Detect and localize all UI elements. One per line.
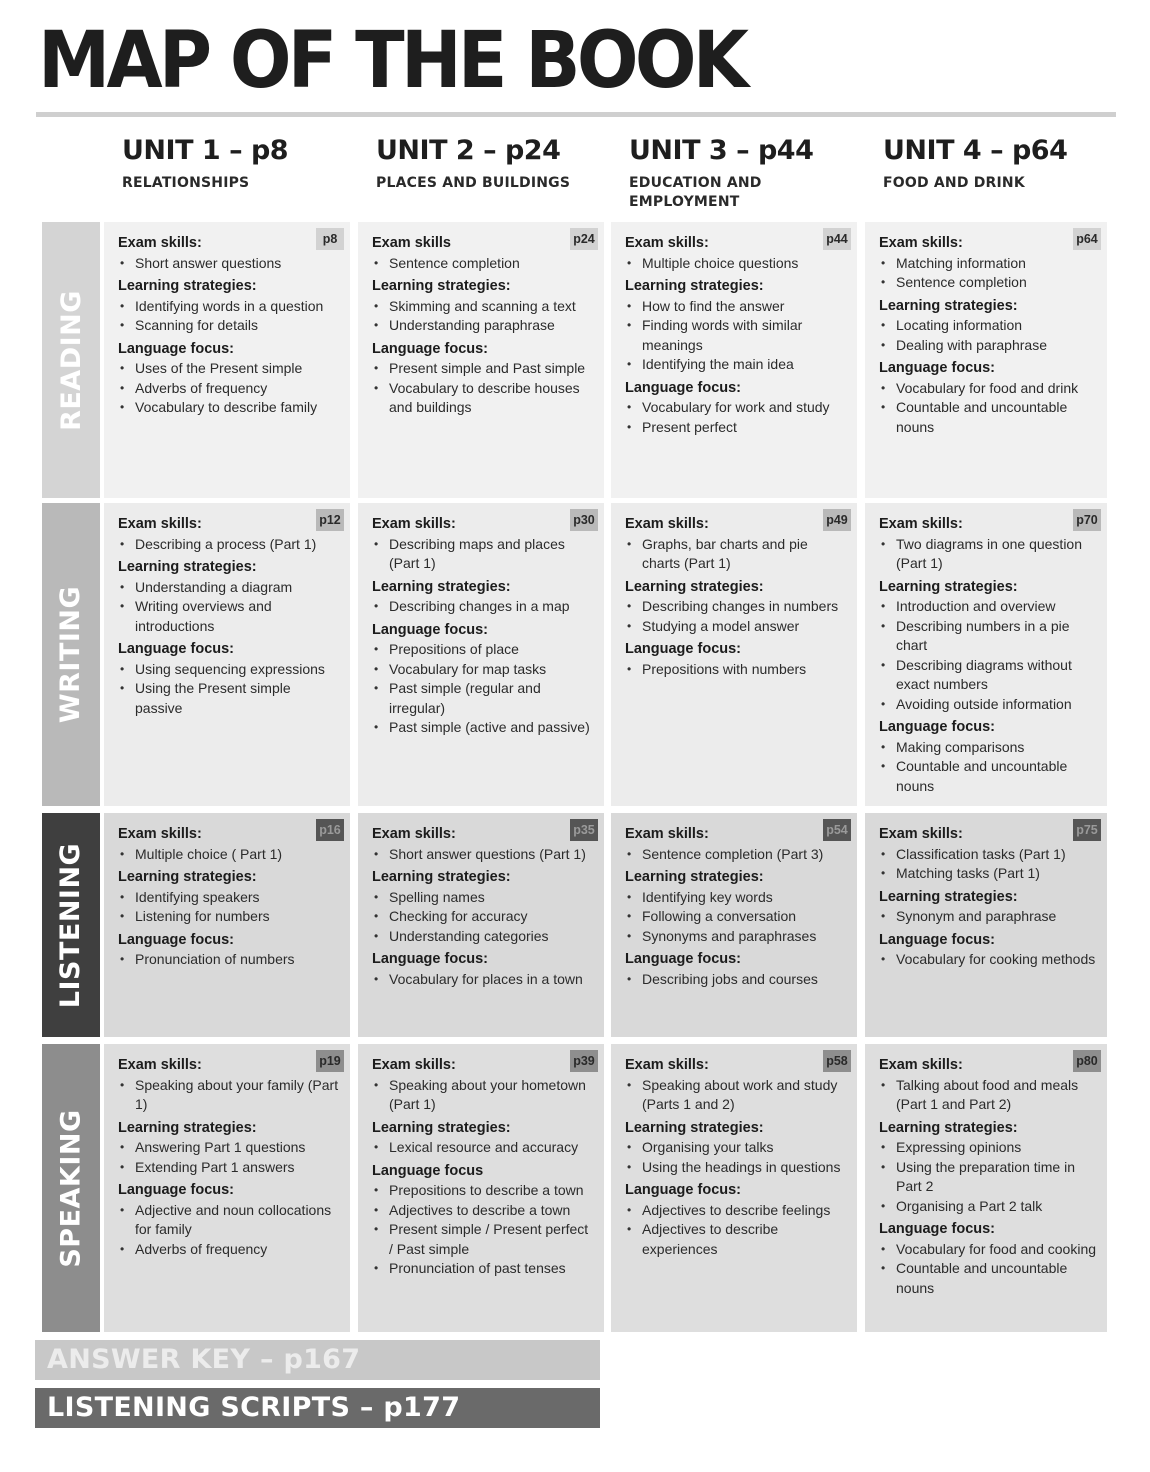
list-item: • Prepositions of place [372,640,594,660]
section-heading: Language focus: [118,931,235,948]
section-heading: Exam skills: [372,1057,456,1073]
list-item: • Identifying key words [625,888,847,908]
list-item: • Past simple (regular and irregular) [372,679,594,718]
section-list [118,359,340,418]
list-item: • Identifying the main idea [625,355,847,375]
list-item: • Countable and uncountable nouns [879,398,1097,437]
section-list [879,597,1097,714]
list-item: • Using the Present simple passive [118,679,340,718]
section-list [372,597,594,617]
section-heading: Language focus: [625,641,742,657]
list-item: • Dealing with paraphrase [879,336,1097,356]
section-heading: Language focus: [879,1221,996,1237]
list-item: • Introduction and overview [879,597,1097,617]
list-item: • Speaking about work and study (Parts 1 and 2) [625,1076,847,1115]
section-heading: Learning strategies: [372,1119,511,1136]
list-item: • Short answer questions [118,254,340,274]
list-item: • Describing diagrams without exact numbers [879,656,1097,695]
page-badge[interactable]: p30 [570,509,598,531]
page-badge[interactable]: p75 [1073,819,1101,841]
list-item: • Lexical resource and accuracy [372,1138,594,1158]
page-badge[interactable]: p64 [1073,228,1101,250]
section-heading: Exam skills: [879,826,963,842]
page-badge[interactable]: p54 [823,819,851,841]
section-list [879,316,1097,355]
section-heading: Learning strategies: [118,559,257,575]
section-list [372,535,594,574]
section-list [879,1138,1097,1216]
section-heading: Learning strategies: [879,1119,1018,1136]
section-list [118,297,340,336]
section-heading: Language focus: [372,951,489,967]
list-item: • Describing changes in a map [372,597,594,617]
list-item: • Present simple and Past simple [372,359,594,379]
section-heading: Learning strategies: [118,1119,257,1136]
section-list [625,1201,847,1260]
unit-cell [611,503,857,806]
list-item: • Talking about food and meals (Part 1 and Part 2) [879,1076,1097,1115]
list-item: • Prepositions with numbers [625,660,847,680]
unit-cell [865,503,1107,806]
section-list [625,597,847,636]
title-divider [36,112,1116,117]
section-heading: Language focus: [118,340,235,357]
unit-header-2 [376,136,626,193]
list-item: • Matching information [879,254,1097,274]
section-list [118,254,340,274]
list-item: • Adjectives to describe experiences [625,1220,847,1259]
list-item: • Describing jobs and courses [625,970,847,990]
skill-row-listening [0,813,1150,1037]
section-heading: Exam skills: [625,1057,709,1073]
section-list [372,254,594,274]
list-item: • Writing overviews and introductions [118,597,340,636]
unit-subtitle: EDUCATION AND EMPLOYMENT [629,174,762,210]
section-heading: Language focus: [625,1182,742,1198]
unit-cell [104,222,350,498]
list-item: • Organising a Part 2 talk [879,1197,1097,1217]
section-list [879,845,1097,884]
section-heading: Language focus: [879,360,996,376]
list-item: • Vocabulary to describe family [118,398,340,418]
list-item: • Pronunciation of numbers [118,950,340,970]
page-badge[interactable]: p80 [1073,1050,1101,1072]
section-heading: Exam skills: [879,1057,963,1073]
page-badge[interactable]: p35 [570,819,598,841]
section-heading: Learning strategies: [118,278,257,294]
list-item: • Studying a model answer [625,617,847,637]
list-item: • Scanning for details [118,316,340,336]
unit-title: UNIT 2 – p24 [376,135,561,166]
section-list [372,1076,594,1115]
unit-header-4 [883,136,1133,193]
list-item: • Finding words with similar meanings [625,316,847,355]
list-item: • Answering Part 1 questions [118,1138,340,1158]
section-list [118,950,340,970]
section-list [372,970,594,990]
list-item: • Describing numbers in a pie chart [879,617,1097,656]
list-item: • Identifying speakers [118,888,340,908]
section-list [879,1076,1097,1115]
section-list [372,297,594,336]
section-heading: Learning strategies: [625,278,764,294]
list-item: • Matching tasks (Part 1) [879,864,1097,884]
section-heading: Learning strategies: [372,278,511,294]
section-heading: Learning strategies: [118,869,257,885]
list-item: • Vocabulary for food and cooking [879,1240,1097,1260]
list-item: • Locating information [879,316,1097,336]
list-item: • Short answer questions (Part 1) [372,845,594,865]
section-list [879,535,1097,574]
list-item: • Pronunciation of past tenses [372,1259,594,1279]
section-list [372,845,594,865]
page-badge[interactable]: p44 [823,228,851,250]
list-item: • Spelling names [372,888,594,908]
section-heading: Language focus [372,1162,484,1179]
list-item: • Vocabulary for cooking methods [879,950,1097,970]
section-heading: Learning strategies: [372,578,511,595]
unit-cell [611,222,857,498]
section-heading: Exam skills: [118,826,202,842]
page-badge[interactable]: p58 [823,1050,851,1072]
section-heading: Exam skills: [625,516,709,532]
list-item: • Adjective and noun collocations for family [118,1201,340,1240]
unit-cell [358,503,604,806]
section-heading: Exam skills: [372,516,456,532]
list-item: • Adverbs of frequency [118,379,340,399]
list-item: • Sentence completion (Part 3) [625,845,847,865]
unit-cell [358,222,604,498]
section-list [879,950,1097,970]
section-list [625,535,847,574]
page-badge[interactable]: p19 [316,1050,344,1072]
list-item: • Sentence completion [372,254,594,274]
section-heading: Exam skills: [879,235,963,251]
row-label [42,1044,100,1332]
section-list [879,254,1097,293]
list-item: • Vocabulary for places in a town [372,970,594,990]
section-list [625,888,847,947]
section-list [625,845,847,865]
section-heading: Exam skills: [118,235,202,251]
list-item: • Following a conversation [625,907,847,927]
list-item: • Expressing opinions [879,1138,1097,1158]
section-list [118,578,340,637]
skill-row-writing [0,503,1150,806]
unit-cell [865,1044,1107,1332]
section-list [625,1076,847,1115]
list-item: • Identifying words in a question [118,297,340,317]
page-badge[interactable]: p49 [823,509,851,531]
section-heading: Exam skills: [625,826,709,842]
section-list [625,660,847,680]
unit-subtitle: RELATIONSHIPS [122,174,250,191]
list-item: • Understanding a diagram [118,578,340,598]
list-item: • Multiple choice ( Part 1) [118,845,340,865]
unit-header-1 [122,136,372,193]
section-list [625,297,847,375]
section-list [118,1076,340,1115]
section-list [118,535,340,555]
section-heading: Language focus: [879,719,996,735]
skill-row-speaking [0,1044,1150,1332]
section-list [879,738,1097,797]
list-item: • Organising your talks [625,1138,847,1158]
unit-title: UNIT 4 – p64 [883,135,1068,166]
page-badge[interactable]: p70 [1073,509,1101,531]
list-item: • Understanding categories [372,927,594,947]
row-label-text: LISTENING [55,842,87,1008]
list-item: • Present perfect [625,418,847,438]
unit-cell [104,813,350,1037]
section-list [118,660,340,719]
list-item: • Adverbs of frequency [118,1240,340,1260]
list-item: • Describing changes in numbers [625,597,847,617]
page-badge[interactable]: p24 [570,228,598,250]
list-item: • Vocabulary for food and drink [879,379,1097,399]
section-list [372,1181,594,1279]
section-heading: Language focus: [118,1182,235,1198]
section-list [625,970,847,990]
list-item: • Past simple (active and passive) [372,718,594,738]
row-label-text: WRITING [55,585,87,724]
section-heading: Language focus: [625,951,742,967]
section-heading: Learning strategies: [879,888,1018,905]
section-heading: Exam skills: [625,235,709,251]
section-list [879,907,1097,927]
section-heading: Language focus: [118,641,235,657]
listening-scripts-link[interactable]: LISTENING SCRIPTS – p177 [35,1388,600,1428]
unit-cell [104,503,350,806]
unit-header-3 [629,136,819,211]
list-item: • Understanding paraphrase [372,316,594,336]
unit-subtitle: FOOD AND DRINK [883,174,1025,191]
list-item: • Using the headings in questions [625,1158,847,1178]
unit-cell [611,813,857,1037]
section-heading: Exam skills: [118,1057,202,1073]
list-item: • Extending Part 1 answers [118,1158,340,1178]
list-item: • Synonym and paraphrase [879,907,1097,927]
row-label [42,503,100,806]
list-item: • Sentence completion [879,273,1097,293]
section-heading: Exam skills: [372,826,456,842]
row-label [42,813,100,1037]
section-list [625,1138,847,1177]
list-item: • Present simple / Present perfect / Past simple [372,1220,594,1259]
list-item: • Describing a process (Part 1) [118,535,340,555]
section-list [118,845,340,865]
page-badge[interactable]: p39 [570,1050,598,1072]
section-list [625,254,847,274]
list-item: • Adjectives to describe a town [372,1201,594,1221]
section-list [118,888,340,927]
list-item: • Multiple choice questions [625,254,847,274]
list-item: • Uses of the Present simple [118,359,340,379]
list-item: • Describing maps and places (Part 1) [372,535,594,574]
unit-cell [865,222,1107,498]
list-item: • Classification tasks (Part 1) [879,845,1097,865]
row-label-text: READING [55,289,87,431]
list-item: • Using the preparation time in Part 2 [879,1158,1097,1197]
section-heading: Learning strategies: [625,869,764,885]
section-heading: Learning strategies: [879,578,1018,595]
list-item: • Skimming and scanning a text [372,297,594,317]
list-item: • Adjectives to describe feelings [625,1201,847,1221]
unit-cell [358,1044,604,1332]
list-item: • Using sequencing expressions [118,660,340,680]
unit-cell [358,813,604,1037]
list-item: • Prepositions to describe a town [372,1181,594,1201]
section-heading: Exam skills [372,235,451,251]
section-list [879,1240,1097,1299]
unit-cell [611,1044,857,1332]
page-badge[interactable]: p16 [316,819,344,841]
list-item: • Two diagrams in one question (Part 1) [879,535,1097,574]
page-title: MAP OF THE BOOK [38,16,746,106]
list-item: • Speaking about your hometown (Part 1) [372,1076,594,1115]
list-item: • Listening for numbers [118,907,340,927]
section-heading: Learning strategies: [625,578,764,595]
row-label-text: SPEAKING [55,1108,87,1268]
section-list [372,640,594,738]
list-item: • Vocabulary for map tasks [372,660,594,680]
list-item: • Speaking about your family (Part 1) [118,1076,340,1115]
list-item: • How to find the answer [625,297,847,317]
unit-subtitle: PLACES AND BUILDINGS [376,174,571,191]
list-item: • Countable and uncountable nouns [879,1259,1097,1298]
list-item: • Vocabulary for work and study [625,398,847,418]
section-list [625,398,847,437]
section-heading: Learning strategies: [879,297,1018,314]
section-heading: Learning strategies: [372,869,511,885]
row-label [42,222,100,498]
section-heading: Exam skills: [118,516,202,532]
page-badge[interactable]: p12 [316,509,344,531]
section-heading: Learning strategies: [625,1119,764,1136]
unit-cell [104,1044,350,1332]
page-badge[interactable]: p8 [316,228,344,250]
section-heading: Language focus: [372,621,489,638]
list-item: • Avoiding outside information [879,695,1097,715]
section-list [118,1138,340,1177]
section-list [118,1201,340,1260]
section-list [372,359,594,418]
section-heading: Language focus: [372,340,489,357]
list-item: • Countable and uncountable nouns [879,757,1097,796]
list-item: • Vocabulary to describe houses and buildings [372,379,594,418]
section-heading: Language focus: [625,379,742,396]
section-list [372,888,594,947]
list-item: • Checking for accuracy [372,907,594,927]
unit-title: UNIT 1 – p8 [122,135,289,166]
list-item: • Graphs, bar charts and pie charts (Part 1) [625,535,847,574]
section-heading: Exam skills: [879,516,963,532]
section-list [879,379,1097,438]
answer-key-link[interactable]: ANSWER KEY – p167 [35,1340,600,1380]
list-item: • Making comparisons [879,738,1097,758]
section-heading: Language focus: [879,931,996,948]
unit-title: UNIT 3 – p44 [629,135,814,166]
skill-row-reading [0,222,1150,498]
section-list [372,1138,594,1158]
unit-cell [865,813,1107,1037]
list-item: • Synonyms and paraphrases [625,927,847,947]
